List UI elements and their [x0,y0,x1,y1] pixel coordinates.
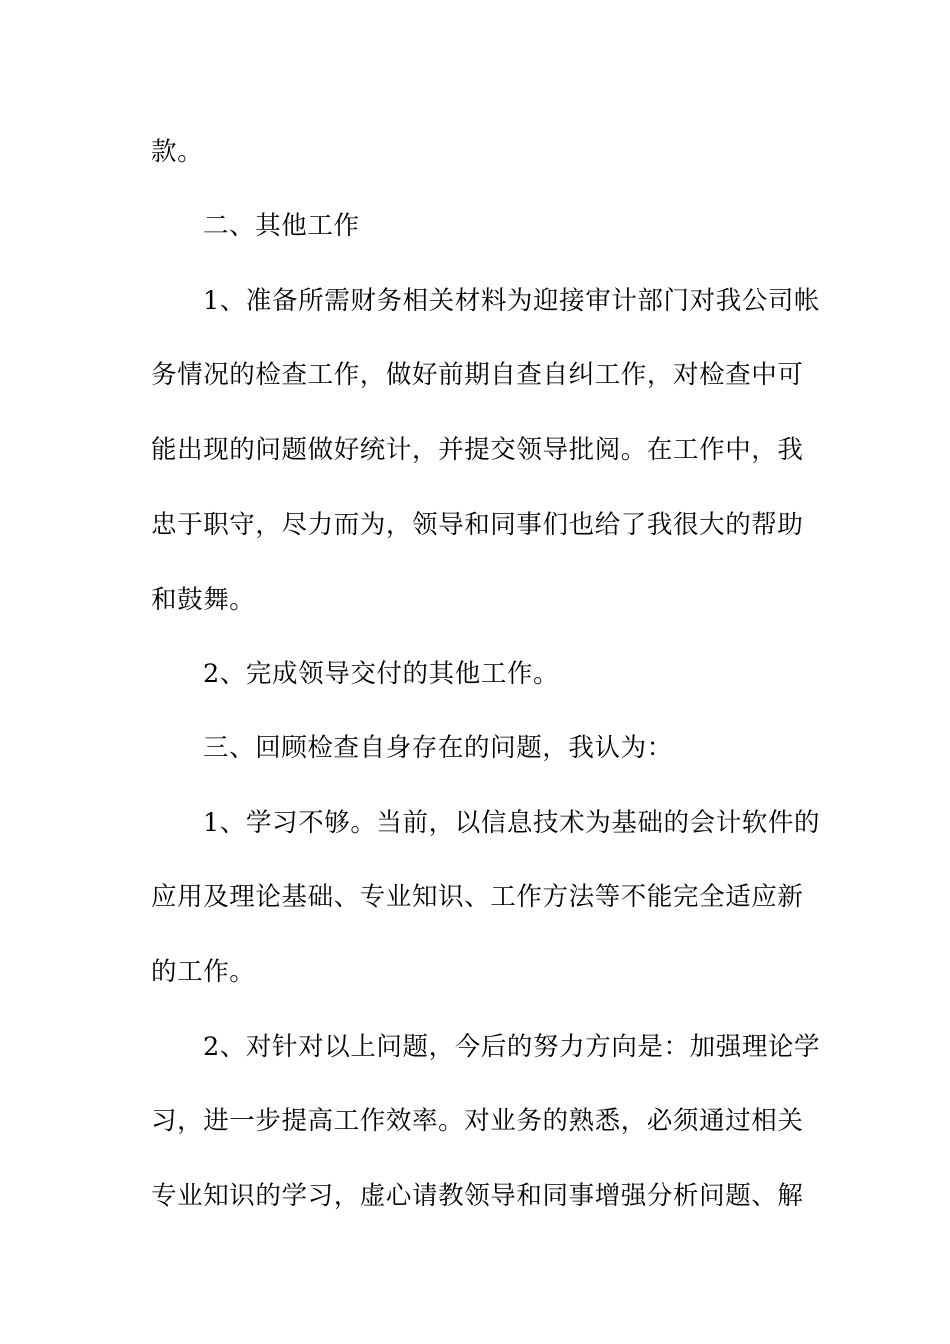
section-heading-review: 三、回顾检查自身存在的问题，我认为： [203,733,673,763]
paragraph-1-line-4: 忠于职守，尽力而为，领导和同事们也给了我很大的帮助 [151,510,804,540]
paragraph-1-line-5: 和鼓舞。 [151,585,256,615]
paragraph-4-line-2: 习，进一步提高工作效率。对业务的熟悉，必须通过相关 [151,1106,804,1136]
paragraph-1-line-1: 1、准备所需财务相关材料为迎接审计部门对我公司帐 [203,286,821,316]
text-line-1: 款。 [151,137,204,167]
paragraph-2-line-1: 2、完成领导交付的其他工作。 [203,659,560,689]
section-heading-other-work: 二、其他工作 [203,211,360,241]
paragraph-1-line-2: 务情况的检查工作，做好前期自查自纠工作，对检查中可 [151,360,804,390]
paragraph-4-line-3: 专业知识的学习，虚心请教领导和同事增强分析问题、解 [151,1181,804,1211]
paragraph-3-line-2: 应用及理论基础、专业知识、工作方法等不能完全适应新 [151,882,804,912]
paragraph-3-line-1: 1、学习不够。当前，以信息技术为基础的会计软件的 [203,808,821,838]
paragraph-1-line-3: 能出现的问题做好统计，并提交领导批阅。在工作中，我 [151,435,804,465]
paragraph-4-line-1: 2、对针对以上问题，今后的努力方向是：加强理论学 [203,1032,821,1062]
paragraph-3-line-3: 的工作。 [151,957,256,987]
